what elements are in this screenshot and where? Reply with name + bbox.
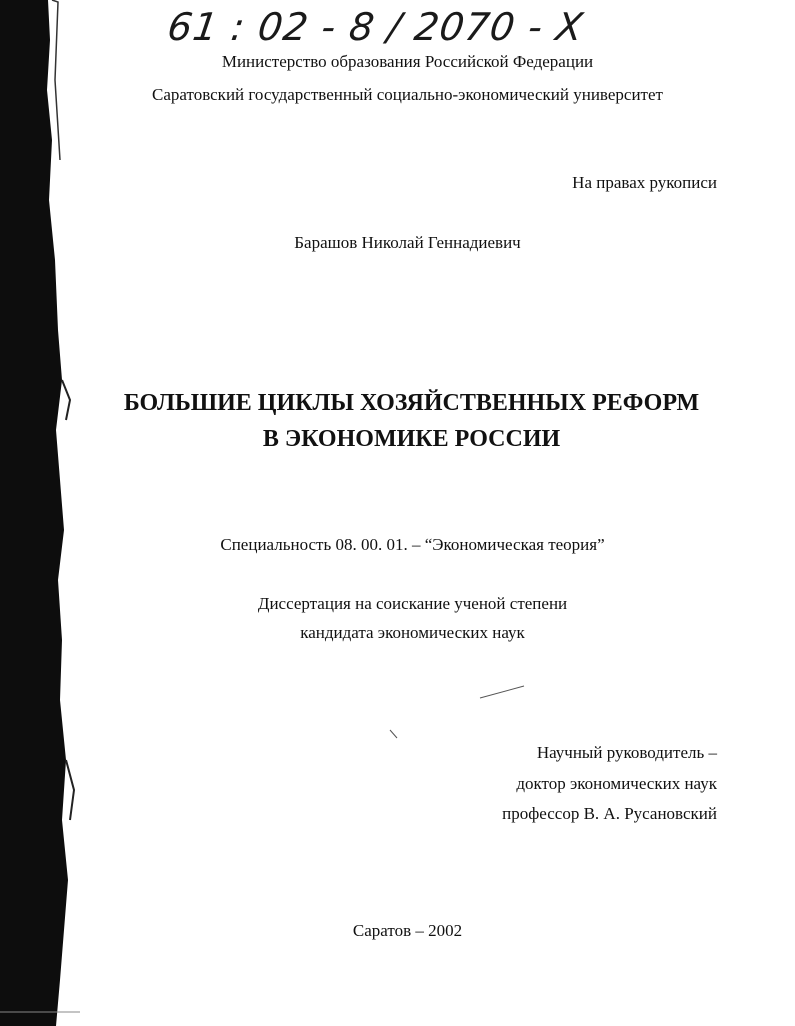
ministry-name: Министерство образования Российской Федерации [221,52,594,71]
handwritten-archive-number: 61 : 02 - 8 / 2070 - X [164,5,587,49]
degree-line1: Диссертация на соискание ученой степени [257,594,568,613]
supervisor-role: Научный руководитель – [536,743,717,762]
stray-pen-mark [478,682,528,702]
scan-binding-edge [0,0,80,1026]
place-and-year: Саратов – 2002 [352,921,463,940]
specialty: Специальность 08. 00. 01. – “Экономическая теория” [220,535,605,554]
dissertation-title-line1: БОЛЬШИЕ ЦИКЛЫ ХОЗЯЙСТВЕННЫХ РЕФОРМ [123,390,700,416]
manuscript-note: На правах рукописи [572,173,717,192]
author-name: Барашов Николай Геннадиевич [294,233,521,252]
supervisor-name: профессор В. А. Русановский [502,804,717,823]
dissertation-title-line2: В ЭКОНОМИКЕ РОССИИ [262,426,561,452]
degree-line2: кандидата экономических наук [300,623,525,642]
university-name: Саратовский государственный социально-экономический университет [152,85,663,104]
supervisor-degree: доктор экономических наук [516,774,717,793]
stray-tick-mark [388,728,400,740]
